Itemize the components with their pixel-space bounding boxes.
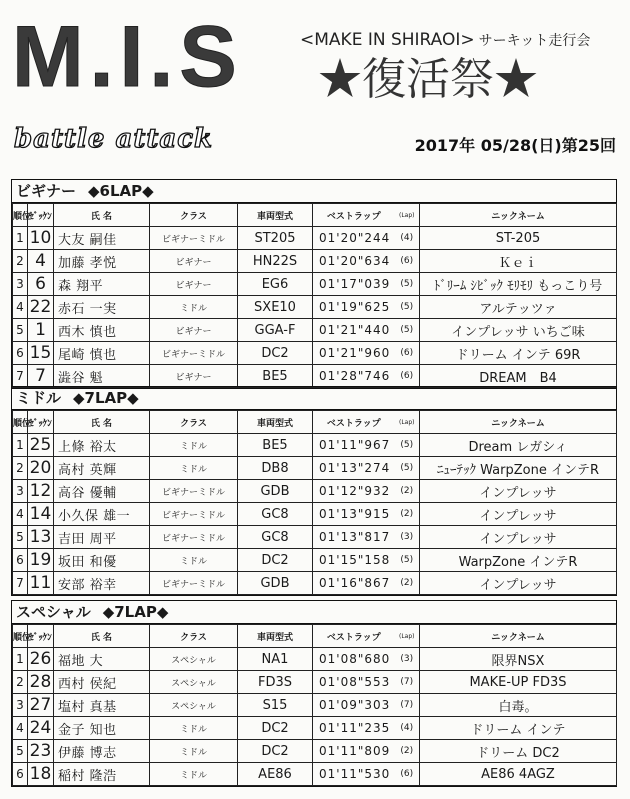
cell-car: GDB: [238, 572, 313, 595]
cell-car: EG6: [238, 273, 313, 296]
cell-class: ビギナーミドル: [150, 526, 238, 549]
cell-lap: (7): [395, 694, 420, 717]
cell-rank: 5: [13, 319, 28, 342]
section-class-name: スペシャル: [16, 603, 91, 621]
cell-class: ミドル: [150, 434, 238, 457]
header-class: クラス: [150, 625, 238, 648]
cell-number: 6: [28, 273, 54, 296]
cell-lap: (5): [395, 457, 420, 480]
table-header-row: [13, 625, 617, 648]
header-best-lap: ベストラップ: [313, 625, 395, 648]
header-car: 車両型式: [238, 411, 313, 434]
cell-rank: 4: [13, 717, 28, 740]
table-row: [13, 296, 617, 319]
event-logo: M.I.S: [12, 9, 243, 105]
cell-nickname: ドリーム インテ: [420, 717, 617, 740]
cell-car: FD3S: [238, 671, 313, 694]
header-best-lap: ベストラップ: [313, 411, 395, 434]
cell-name: 西木 慎也: [54, 319, 150, 342]
cell-nickname: ﾄﾞﾘｰﾑ ｼﾋﾞｯｸ ﾓﾘﾓﾘ もっこり号: [420, 273, 617, 296]
cell-rank: 7: [13, 572, 28, 595]
cell-number: 22: [28, 296, 54, 319]
cell-best-lap: 01'21"440: [313, 319, 395, 342]
cell-best-lap: 01'08"553: [313, 671, 395, 694]
cell-name: 大友 嗣佳: [54, 227, 150, 250]
cell-car: BE5: [238, 365, 313, 388]
cell-nickname: インプレッサ: [420, 526, 617, 549]
table-row: [13, 740, 617, 763]
cell-nickname: ドリーム インテ 69R: [420, 342, 617, 365]
cell-lap: (5): [395, 434, 420, 457]
cell-number: 25: [28, 434, 54, 457]
cell-best-lap: 01'20"634: [313, 250, 395, 273]
cell-number: 19: [28, 549, 54, 572]
cell-class: ミドル: [150, 549, 238, 572]
cell-name: 澁谷 魁: [54, 365, 150, 388]
cell-lap: (3): [395, 526, 420, 549]
cell-name: 高村 英輝: [54, 457, 150, 480]
header-car: 車両型式: [238, 625, 313, 648]
cell-name: 稲村 隆浩: [54, 763, 150, 786]
header-number: ｾﾞｯｹﾝ: [28, 204, 54, 227]
event-subtitle: [300, 30, 590, 50]
cell-number: 23: [28, 740, 54, 763]
results-section: [11, 179, 617, 389]
cell-car: GDB: [238, 480, 313, 503]
cell-car: AE86: [238, 763, 313, 786]
results-section: [11, 600, 617, 787]
cell-car: NA1: [238, 648, 313, 671]
cell-number: 18: [28, 763, 54, 786]
cell-class: ビギナー: [150, 319, 238, 342]
cell-name: 伊藤 博志: [54, 740, 150, 763]
header-lap: (Lap): [395, 625, 420, 648]
results-table: [12, 410, 617, 595]
cell-best-lap: 01'13"274: [313, 457, 395, 480]
cell-rank: 3: [13, 694, 28, 717]
cell-name: 高谷 優輔: [54, 480, 150, 503]
cell-best-lap: 01'12"932: [313, 480, 395, 503]
cell-number: 20: [28, 457, 54, 480]
cell-best-lap: 01'28"746: [313, 365, 395, 388]
cell-name: 坂田 和優: [54, 549, 150, 572]
cell-number: 12: [28, 480, 54, 503]
cell-rank: 1: [13, 434, 28, 457]
cell-name: 金子 知也: [54, 717, 150, 740]
cell-lap: (6): [395, 365, 420, 388]
table-row: [13, 342, 617, 365]
cell-car: DB8: [238, 457, 313, 480]
cell-nickname: MAKE-UP FD3S: [420, 671, 617, 694]
battle-attack-title: battle attack: [14, 124, 214, 154]
table-row: [13, 572, 617, 595]
cell-lap: (7): [395, 671, 420, 694]
header-lap: (Lap): [395, 411, 420, 434]
cell-rank: 7: [13, 365, 28, 388]
cell-lap: (2): [395, 572, 420, 595]
cell-car: DC2: [238, 549, 313, 572]
cell-lap: (4): [395, 717, 420, 740]
table-row: [13, 319, 617, 342]
cell-car: S15: [238, 694, 313, 717]
cell-rank: 1: [13, 227, 28, 250]
table-header-row: [13, 204, 617, 227]
cell-class: ビギナー: [150, 365, 238, 388]
cell-rank: 5: [13, 740, 28, 763]
header-class: クラス: [150, 204, 238, 227]
cell-best-lap: 01'21"960: [313, 342, 395, 365]
header-rank: 順位: [13, 204, 28, 227]
cell-nickname: ﾆｭｰﾃｯｸ WarpZone インテR: [420, 457, 617, 480]
cell-car: GGA-F: [238, 319, 313, 342]
section-lap-count: ◆7LAP◆: [73, 389, 139, 407]
cell-rank: 6: [13, 763, 28, 786]
cell-car: SXE10: [238, 296, 313, 319]
cell-lap: (3): [395, 648, 420, 671]
cell-number: 24: [28, 717, 54, 740]
table-row: [13, 480, 617, 503]
table-row: [13, 250, 617, 273]
cell-car: HN22S: [238, 250, 313, 273]
cell-best-lap: 01'09"303: [313, 694, 395, 717]
cell-class: ビギナーミドル: [150, 503, 238, 526]
cell-name: 加藤 孝悦: [54, 250, 150, 273]
table-row: [13, 273, 617, 296]
cell-best-lap: 01'13"915: [313, 503, 395, 526]
cell-name: 森 翔平: [54, 273, 150, 296]
cell-class: ミドル: [150, 740, 238, 763]
cell-rank: 2: [13, 457, 28, 480]
cell-class: ビギナー: [150, 250, 238, 273]
cell-best-lap: 01'13"817: [313, 526, 395, 549]
cell-number: 1: [28, 319, 54, 342]
cell-nickname: Ｋｅｉ: [420, 250, 617, 273]
cell-name: 吉田 周平: [54, 526, 150, 549]
cell-lap: (2): [395, 740, 420, 763]
subtitle-english: <MAKE IN SHIRAOI>: [300, 30, 475, 50]
cell-rank: 2: [13, 671, 28, 694]
cell-nickname: インプレッサ: [420, 572, 617, 595]
cell-lap: (5): [395, 296, 420, 319]
table-row: [13, 526, 617, 549]
cell-best-lap: 01'17"039: [313, 273, 395, 296]
cell-best-lap: 01'16"867: [313, 572, 395, 595]
cell-nickname: インプレッサ いちご味: [420, 319, 617, 342]
cell-nickname: ドリーム DC2: [420, 740, 617, 763]
section-class-name: ビギナー: [16, 182, 77, 200]
cell-best-lap: 01'08"680: [313, 648, 395, 671]
cell-lap: (6): [395, 763, 420, 786]
table-row: [13, 717, 617, 740]
table-header-row: [13, 411, 617, 434]
cell-nickname: DREAM B4: [420, 365, 617, 388]
cell-car: DC2: [238, 717, 313, 740]
cell-number: 15: [28, 342, 54, 365]
cell-class: ミドル: [150, 763, 238, 786]
section-lap-count: ◆6LAP◆: [88, 182, 154, 200]
table-row: [13, 503, 617, 526]
header-rank: 順位: [13, 411, 28, 434]
table-row: [13, 227, 617, 250]
cell-car: ST205: [238, 227, 313, 250]
cell-name: 西村 侯紀: [54, 671, 150, 694]
cell-number: 10: [28, 227, 54, 250]
table-row: [13, 648, 617, 671]
header-number: ｾﾞｯｹﾝ: [28, 625, 54, 648]
cell-lap: (5): [395, 549, 420, 572]
header-nickname: ニックネーム: [420, 204, 617, 227]
cell-rank: 4: [13, 503, 28, 526]
cell-name: 福地 大: [54, 648, 150, 671]
header-car: 車両型式: [238, 204, 313, 227]
cell-name: 上條 裕太: [54, 434, 150, 457]
event-date: 2017年 05/28(日)第25回: [414, 136, 616, 155]
cell-lap: (6): [395, 342, 420, 365]
cell-nickname: インプレッサ: [420, 503, 617, 526]
table-row: [13, 549, 617, 572]
table-row: [13, 457, 617, 480]
table-row: [13, 365, 617, 388]
cell-number: 13: [28, 526, 54, 549]
header-name: 氏 名: [54, 204, 150, 227]
cell-name: 小久保 雄一: [54, 503, 150, 526]
cell-car: BE5: [238, 434, 313, 457]
section-lap-count: ◆7LAP◆: [102, 603, 169, 621]
cell-lap: (5): [395, 319, 420, 342]
cell-lap: (6): [395, 250, 420, 273]
subtitle-japanese: サーキット走行会: [478, 33, 591, 49]
cell-best-lap: 01'11"967: [313, 434, 395, 457]
header-lap: (Lap): [395, 204, 420, 227]
cell-number: 11: [28, 572, 54, 595]
cell-car: GC8: [238, 526, 313, 549]
results-table: [12, 203, 617, 388]
cell-lap: (2): [395, 503, 420, 526]
header-nickname: ニックネーム: [420, 625, 617, 648]
cell-class: スペシャル: [150, 648, 238, 671]
cell-rank: 2: [13, 250, 28, 273]
table-row: [13, 694, 617, 717]
cell-best-lap: 01'11"530: [313, 763, 395, 786]
cell-rank: 1: [13, 648, 28, 671]
header-number: ｾﾞｯｹﾝ: [28, 411, 54, 434]
cell-nickname: インプレッサ: [420, 480, 617, 503]
cell-nickname: アルテッツァ: [420, 296, 617, 319]
cell-number: 27: [28, 694, 54, 717]
cell-nickname: 白毒。: [420, 694, 617, 717]
cell-number: 7: [28, 365, 54, 388]
cell-number: 26: [28, 648, 54, 671]
cell-car: DC2: [238, 342, 313, 365]
header-class: クラス: [150, 411, 238, 434]
table-row: [13, 671, 617, 694]
cell-rank: 3: [13, 273, 28, 296]
header-rank: 順位: [13, 625, 28, 648]
cell-class: ミドル: [150, 717, 238, 740]
cell-class: スペシャル: [150, 671, 238, 694]
cell-rank: 6: [13, 342, 28, 365]
cell-best-lap: 01'20"244: [313, 227, 395, 250]
cell-number: 4: [28, 250, 54, 273]
cell-class: ビギナーミドル: [150, 342, 238, 365]
cell-number: 14: [28, 503, 54, 526]
cell-nickname: 限界NSX: [420, 648, 617, 671]
cell-class: ミドル: [150, 296, 238, 319]
cell-name: 赤石 一実: [54, 296, 150, 319]
festival-title: ★復活祭★: [318, 54, 538, 105]
header-name: 氏 名: [54, 411, 150, 434]
cell-name: 塩村 真基: [54, 694, 150, 717]
table-row: [13, 434, 617, 457]
cell-class: スペシャル: [150, 694, 238, 717]
cell-best-lap: 01'11"235: [313, 717, 395, 740]
cell-class: ビギナーミドル: [150, 480, 238, 503]
cell-nickname: AE86 4AGZ: [420, 763, 617, 786]
cell-class: ビギナーミドル: [150, 227, 238, 250]
header-name: 氏 名: [54, 625, 150, 648]
header-best-lap: ベストラップ: [313, 204, 395, 227]
cell-lap: (2): [395, 480, 420, 503]
section-title: [12, 387, 616, 410]
section-title: [12, 601, 616, 624]
cell-best-lap: 01'11"809: [313, 740, 395, 763]
header-nickname: ニックネーム: [420, 411, 617, 434]
results-table: [12, 624, 617, 786]
cell-lap: (4): [395, 227, 420, 250]
cell-class: ビギナー: [150, 273, 238, 296]
cell-best-lap: 01'15"158: [313, 549, 395, 572]
section-class-name: ミドル: [16, 389, 62, 407]
cell-car: DC2: [238, 740, 313, 763]
cell-name: 尾崎 慎也: [54, 342, 150, 365]
table-row: [13, 763, 617, 786]
cell-name: 安部 裕幸: [54, 572, 150, 595]
cell-nickname: Dream レガシィ: [420, 434, 617, 457]
section-title: [12, 180, 616, 203]
cell-car: GC8: [238, 503, 313, 526]
cell-lap: (5): [395, 273, 420, 296]
cell-rank: 4: [13, 296, 28, 319]
cell-class: ミドル: [150, 457, 238, 480]
cell-nickname: ST-205: [420, 227, 617, 250]
cell-rank: 6: [13, 549, 28, 572]
cell-nickname: WarpZone インテR: [420, 549, 617, 572]
cell-rank: 3: [13, 480, 28, 503]
results-section: [11, 386, 617, 596]
cell-rank: 5: [13, 526, 28, 549]
cell-number: 28: [28, 671, 54, 694]
cell-class: ビギナーミドル: [150, 572, 238, 595]
cell-best-lap: 01'19"625: [313, 296, 395, 319]
